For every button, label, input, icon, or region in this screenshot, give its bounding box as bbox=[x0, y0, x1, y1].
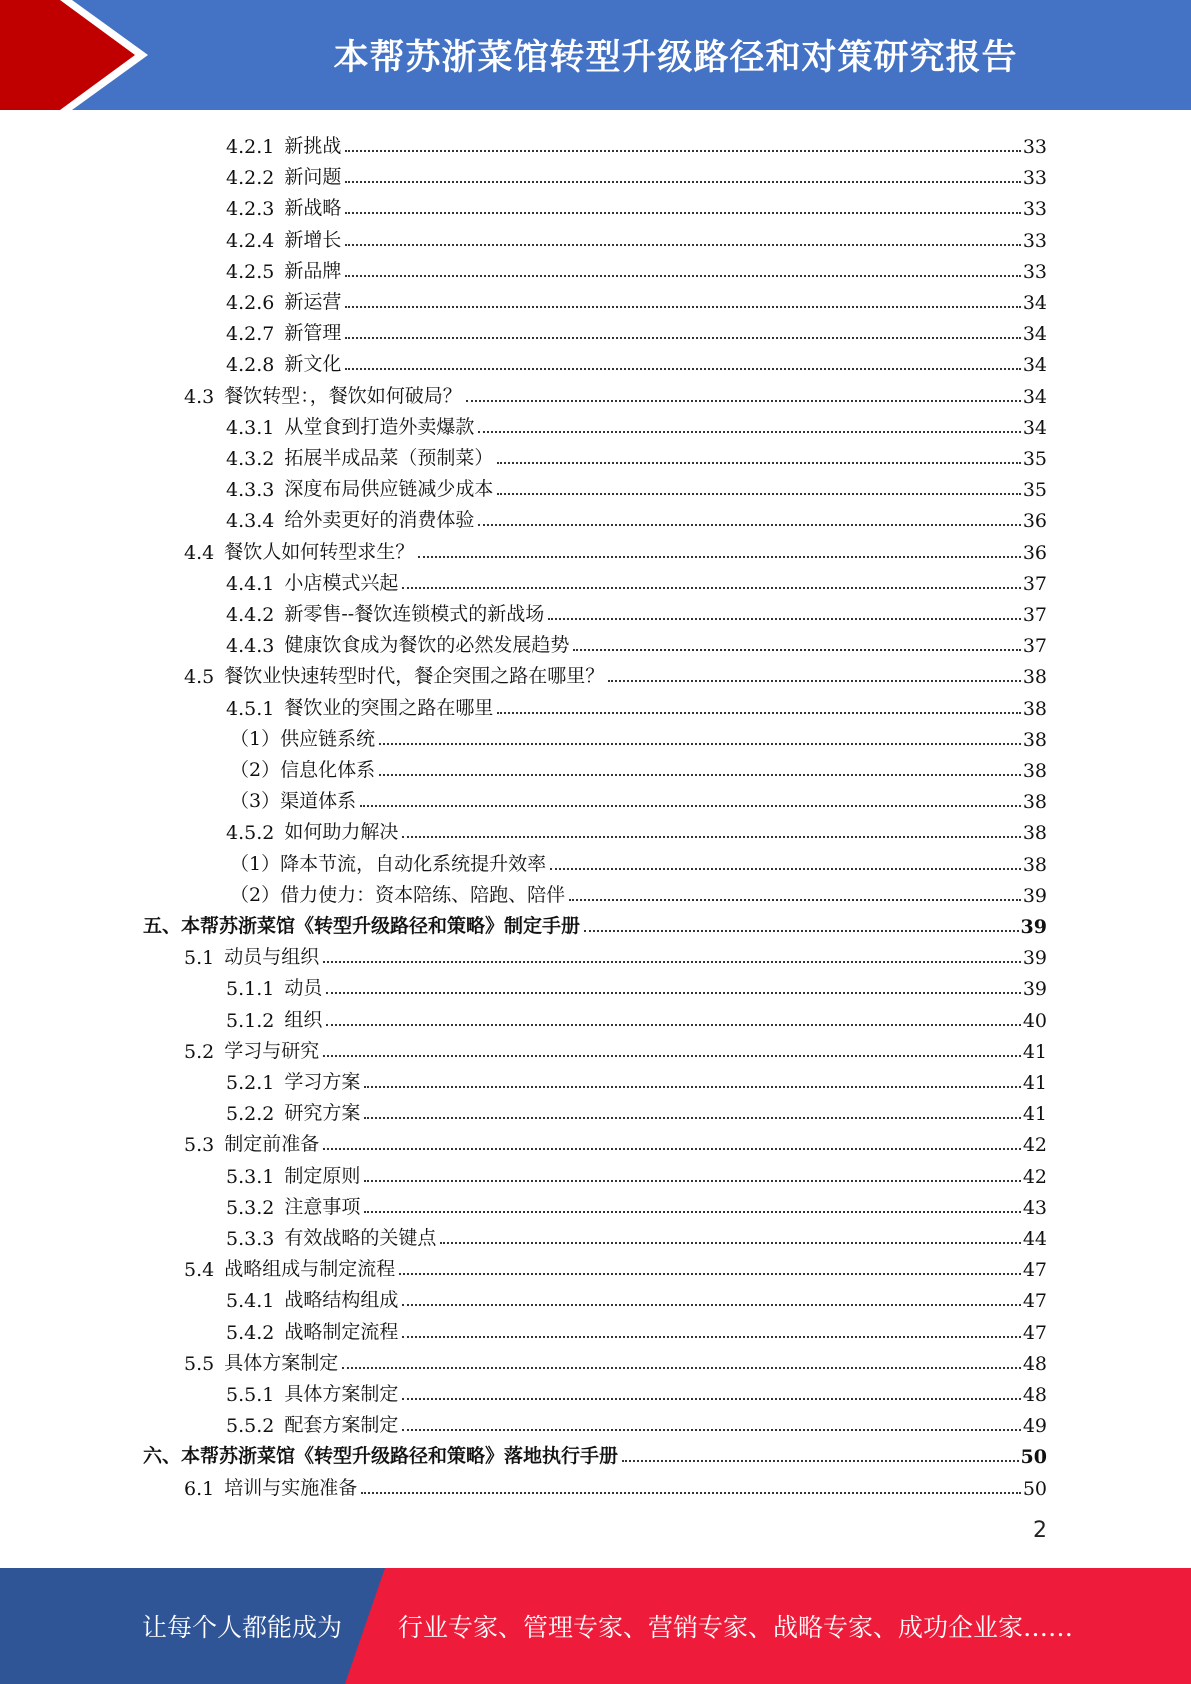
toc-entry-number: 4.2.7 bbox=[226, 323, 275, 346]
toc-entry-page: 37 bbox=[1022, 572, 1047, 595]
toc-entry[interactable] bbox=[230, 720, 1047, 751]
toc-leader-dots bbox=[440, 1241, 1020, 1244]
toc-leader-dots bbox=[364, 1085, 1020, 1088]
toc-entry-label: 学习方案 bbox=[284, 1071, 361, 1093]
toc-entry-page: 34 bbox=[1022, 416, 1047, 439]
toc-entry-number: 5.1.2 bbox=[226, 1009, 275, 1032]
toc-entry-number: 4.3 bbox=[184, 385, 215, 408]
toc-entry-page: 50 bbox=[1022, 1477, 1047, 1500]
toc-leader-dots bbox=[342, 1366, 1021, 1369]
toc-entry-number: 6.1 bbox=[184, 1477, 215, 1500]
toc-entry-number: 4.2.4 bbox=[226, 229, 275, 252]
toc-entry[interactable] bbox=[226, 189, 1047, 220]
toc-entry-label: 新文化 bbox=[284, 353, 342, 376]
toc-entry-number: 5.2.1 bbox=[226, 1072, 275, 1094]
toc-entry-page: 38 bbox=[1022, 760, 1047, 782]
toc-leader-dots bbox=[345, 149, 1020, 152]
footer-slogan-right: 行业专家、管理专家、营销专家、战略专家、成功企业家…… bbox=[398, 1613, 1074, 1642]
toc-entry-label: 拓展半成品菜（预制菜） bbox=[284, 447, 494, 469]
toc-entry-number: 4.3.2 bbox=[226, 448, 275, 470]
toc-entry-number: 5.5 bbox=[184, 1352, 215, 1375]
toc-entry-page: 38 bbox=[1022, 697, 1047, 720]
toc-entry[interactable] bbox=[226, 1375, 1047, 1406]
toc-entry-label: 小店模式兴起 bbox=[284, 571, 399, 594]
toc-leader-dots bbox=[323, 960, 1021, 963]
toc-leader-dots bbox=[402, 586, 1020, 589]
toc-leader-dots bbox=[326, 991, 1020, 994]
toc-entry-number: 5.3.1 bbox=[226, 1165, 275, 1188]
toc-leader-dots bbox=[478, 430, 1020, 433]
toc-entry-label: 注意事项 bbox=[284, 1195, 361, 1218]
toc-entry-label: 组织 bbox=[284, 1008, 323, 1031]
toc-entry-number: 5.4.2 bbox=[226, 1321, 275, 1344]
toc-entry[interactable] bbox=[226, 1063, 1047, 1094]
toc-entry-number: 4.5.1 bbox=[226, 697, 275, 720]
page-number: 2 bbox=[1033, 1518, 1047, 1543]
toc-entry[interactable] bbox=[226, 1406, 1047, 1437]
toc-entry-label: 新问题 bbox=[284, 166, 342, 189]
toc-leader-dots bbox=[497, 492, 1020, 495]
toc-entry-label: 学习与研究 bbox=[224, 1039, 320, 1062]
toc-leader-dots bbox=[402, 1303, 1020, 1306]
toc-leader-dots bbox=[379, 773, 1021, 776]
toc-leader-dots bbox=[361, 1491, 1021, 1494]
toc-leader-dots bbox=[466, 399, 1021, 402]
toc-entry-page: 41 bbox=[1022, 1040, 1047, 1063]
toc-entry-page: 38 bbox=[1022, 666, 1047, 689]
toc-entry-label: 餐饮转型：，餐饮如何破局？ bbox=[224, 384, 462, 407]
toc-entry-page: 39 bbox=[1022, 978, 1047, 1001]
toc-leader-dots bbox=[345, 180, 1020, 183]
toc-entry-page: 36 bbox=[1022, 510, 1047, 533]
toc-leader-dots bbox=[622, 1459, 1019, 1462]
toc-entry-label: 从堂食到打造外卖爆款 bbox=[284, 415, 475, 438]
toc-leader-dots bbox=[497, 461, 1020, 464]
toc-leader-dots bbox=[323, 1054, 1021, 1057]
toc-entry[interactable] bbox=[226, 564, 1047, 595]
toc-leader-dots bbox=[569, 898, 1021, 901]
toc-entry-number: 4.2.2 bbox=[226, 167, 275, 190]
toc-entry-number: 5.4.1 bbox=[226, 1290, 275, 1313]
toc-entry-label: 培训与实施准备 bbox=[224, 1476, 358, 1499]
toc-entry-label: 给外卖更好的消费体验 bbox=[284, 509, 475, 532]
toc-entry[interactable] bbox=[184, 657, 1047, 688]
toc-entry-label: （1）供应链系统 bbox=[230, 727, 376, 750]
toc-leader-dots bbox=[345, 305, 1020, 308]
toc-entry[interactable] bbox=[226, 158, 1047, 189]
toc-entry-number: 5.3.2 bbox=[226, 1196, 275, 1219]
toc-entry-label: 餐饮业快速转型时代，餐企突围之路在哪里？ bbox=[224, 665, 605, 688]
toc-entry[interactable] bbox=[226, 408, 1047, 439]
toc-entry-label: 研究方案 bbox=[284, 1102, 361, 1125]
toc-entry-page: 47 bbox=[1022, 1259, 1047, 1282]
toc-entry-number: 4.3.3 bbox=[226, 479, 275, 502]
toc-entry[interactable] bbox=[184, 1032, 1047, 1063]
toc-entry-page: 41 bbox=[1022, 1103, 1047, 1126]
toc-entry-label: 健康饮食成为餐饮的必然发展趋势 bbox=[284, 634, 570, 657]
toc-entry-label: （1）降本节流，自动化系统提升效率 bbox=[230, 852, 547, 875]
toc-leader-dots bbox=[364, 1179, 1020, 1182]
toc-entry[interactable] bbox=[184, 1125, 1047, 1156]
toc-leader-dots bbox=[402, 1335, 1020, 1338]
toc-entry[interactable] bbox=[226, 314, 1047, 345]
page-header bbox=[0, 0, 1191, 110]
toc-leader-dots bbox=[323, 1147, 1021, 1150]
toc-leader-dots bbox=[399, 1272, 1021, 1275]
toc-entry[interactable] bbox=[226, 345, 1047, 376]
toc-entry-number: 4.4 bbox=[184, 541, 215, 564]
toc-entry[interactable] bbox=[226, 1001, 1047, 1032]
toc-entry-number: 4.3.4 bbox=[226, 510, 275, 533]
toc-entry-page: 42 bbox=[1022, 1165, 1047, 1188]
toc-leader-dots bbox=[550, 867, 1021, 870]
footer-slogan-left: 让每个人都能成为 bbox=[142, 1613, 343, 1642]
toc-entry-number: 4.2.3 bbox=[226, 198, 275, 221]
toc-entry[interactable] bbox=[226, 969, 1047, 1000]
toc-entry-number: 5.3 bbox=[184, 1134, 215, 1157]
toc-entry[interactable] bbox=[230, 845, 1047, 876]
toc-entry-label: 动员 bbox=[284, 977, 323, 1000]
toc-entry-page: 41 bbox=[1022, 1072, 1047, 1094]
toc-entry[interactable] bbox=[226, 813, 1047, 844]
toc-entry[interactable] bbox=[226, 1219, 1047, 1250]
toc-entry-label: 新零售--餐饮连锁模式的新战场 bbox=[284, 603, 545, 625]
toc-entry-number: 5.4 bbox=[184, 1259, 215, 1282]
toc-entry-label: 制定原则 bbox=[284, 1164, 361, 1187]
header-arrow-decoration bbox=[0, 0, 160, 110]
toc-entry-page: 37 bbox=[1022, 604, 1047, 626]
toc-entry-label: 战略结构组成 bbox=[284, 1289, 399, 1312]
toc-entry-label: 五、本帮苏浙菜馆《转型升级路径和策略》制定手册 bbox=[143, 915, 581, 937]
toc-entry[interactable] bbox=[226, 1157, 1047, 1188]
toc-leader-dots bbox=[364, 1210, 1020, 1213]
toc-entry-label: （2）信息化体系 bbox=[230, 759, 376, 781]
toc-entry-label: 如何助力解决 bbox=[284, 821, 399, 844]
toc-leader-dots bbox=[497, 711, 1020, 714]
toc-entry-label: 新管理 bbox=[284, 322, 342, 345]
toc-entry-number: 4.2.8 bbox=[226, 354, 275, 377]
toc-leader-dots bbox=[345, 367, 1020, 370]
toc-entry-label: 新战略 bbox=[284, 197, 342, 220]
toc-entry[interactable] bbox=[230, 876, 1047, 907]
toc-entry-label: 动员与组织 bbox=[224, 946, 320, 969]
toc-entry-label: 新增长 bbox=[284, 228, 342, 251]
toc-entry-number: 4.5 bbox=[184, 666, 215, 689]
toc-entry-number: 4.2.5 bbox=[226, 260, 275, 283]
toc-entry-page: 39 bbox=[1020, 916, 1047, 938]
toc-entry[interactable] bbox=[230, 782, 1047, 813]
toc-entry[interactable] bbox=[226, 221, 1047, 252]
toc-entry-number: 4.2.1 bbox=[226, 136, 275, 158]
toc-leader-dots bbox=[326, 1023, 1020, 1026]
toc-entry-page: 33 bbox=[1022, 260, 1047, 283]
toc-entry-label: 餐饮人如何转型求生？ bbox=[224, 540, 415, 563]
toc-entry-label: 配套方案制定 bbox=[284, 1414, 399, 1437]
toc-entry[interactable] bbox=[184, 533, 1047, 564]
toc-entry-page: 34 bbox=[1022, 354, 1047, 377]
toc-entry-page: 49 bbox=[1022, 1415, 1047, 1438]
toc-entry-page: 47 bbox=[1022, 1290, 1047, 1313]
toc-entry-page: 33 bbox=[1022, 198, 1047, 221]
toc-entry[interactable] bbox=[226, 689, 1047, 720]
toc-entry-number: 5.5.2 bbox=[226, 1415, 275, 1438]
toc-entry-number: 4.5.2 bbox=[226, 822, 275, 845]
toc-entry-number: 4.2.6 bbox=[226, 292, 275, 314]
toc-entry[interactable] bbox=[184, 1250, 1047, 1281]
toc-entry-page: 38 bbox=[1022, 853, 1047, 876]
toc-entry[interactable] bbox=[226, 1094, 1047, 1125]
toc-leader-dots bbox=[345, 274, 1020, 277]
toc-leader-dots bbox=[379, 742, 1021, 745]
toc-entry-number: 5.3.3 bbox=[226, 1228, 275, 1250]
toc-entry[interactable] bbox=[226, 127, 1047, 158]
toc-leader-dots bbox=[573, 648, 1020, 651]
toc-entry[interactable] bbox=[230, 751, 1047, 782]
toc-entry-label: （2）借力使力：资本陪练、陪跑、陪伴 bbox=[230, 883, 566, 906]
toc-entry-number: 5.2.2 bbox=[226, 1103, 275, 1126]
toc-entry-number: 5.1 bbox=[184, 947, 215, 970]
toc-leader-dots bbox=[345, 243, 1020, 246]
toc-entry-page: 33 bbox=[1022, 167, 1047, 190]
toc-entry-number: 4.3.1 bbox=[226, 416, 275, 439]
toc-entry-number: 4.4.3 bbox=[226, 635, 275, 658]
toc-entry-page: 39 bbox=[1022, 947, 1047, 970]
toc-entry-page: 36 bbox=[1022, 541, 1047, 564]
document-title: 本帮苏浙菜馆转型升级路径和对策研究报告 bbox=[333, 38, 1018, 78]
toc-entry-label: 新品牌 bbox=[284, 259, 342, 282]
toc-entry[interactable] bbox=[226, 470, 1047, 501]
toc-entry-number: 5.1.1 bbox=[226, 978, 275, 1001]
toc-entry-label: 六、本帮苏浙菜馆《转型升级路径和策略》落地执行手册 bbox=[143, 1445, 619, 1468]
toc-entry[interactable] bbox=[184, 377, 1047, 408]
toc-entry[interactable] bbox=[184, 1344, 1047, 1375]
toc-entry-page: 42 bbox=[1022, 1134, 1047, 1157]
toc-entry[interactable] bbox=[226, 626, 1047, 657]
toc-leader-dots bbox=[364, 1116, 1020, 1119]
toc-entry[interactable] bbox=[143, 1437, 1047, 1468]
toc-entry-label: 餐饮业的突围之路在哪里 bbox=[284, 696, 494, 719]
toc-entry[interactable] bbox=[226, 283, 1047, 314]
toc-entry-number: 5.5.1 bbox=[226, 1384, 275, 1406]
toc-entry[interactable] bbox=[226, 1281, 1047, 1312]
toc-entry-page: 33 bbox=[1022, 136, 1047, 158]
toc-entry-number: 4.4.2 bbox=[226, 604, 275, 626]
toc-entry-label: 战略制定流程 bbox=[284, 1320, 399, 1343]
toc-entry-page: 39 bbox=[1022, 884, 1047, 907]
toc-entry-label: 具体方案制定 bbox=[224, 1351, 339, 1374]
toc-leader-dots bbox=[345, 211, 1020, 214]
toc-leader-dots bbox=[478, 523, 1020, 526]
toc-entry[interactable] bbox=[143, 907, 1047, 938]
toc-entry-page: 38 bbox=[1022, 728, 1047, 751]
toc-leader-dots bbox=[584, 929, 1019, 932]
toc-entry[interactable] bbox=[226, 1313, 1047, 1344]
toc-entry-page: 34 bbox=[1022, 323, 1047, 346]
toc-entry-label: 战略组成与制定流程 bbox=[224, 1258, 396, 1281]
toc-entry-page: 40 bbox=[1022, 1009, 1047, 1032]
toc-leader-dots bbox=[360, 804, 1021, 807]
toc-leader-dots bbox=[608, 679, 1021, 682]
toc-entry-page: 38 bbox=[1022, 822, 1047, 845]
toc-leader-dots bbox=[548, 617, 1021, 620]
toc-entry[interactable] bbox=[226, 1188, 1047, 1219]
toc-entry-page: 34 bbox=[1022, 385, 1047, 408]
toc-entry[interactable] bbox=[226, 595, 1047, 626]
toc-leader-dots bbox=[418, 555, 1021, 558]
toc-entry-page: 48 bbox=[1022, 1352, 1047, 1375]
toc-leader-dots bbox=[402, 835, 1020, 838]
toc-entry-label: 新挑战 bbox=[284, 135, 342, 157]
toc-entry-page: 35 bbox=[1022, 479, 1047, 502]
toc-entry-page: 43 bbox=[1022, 1196, 1047, 1219]
toc-entry-label: 新运营 bbox=[284, 291, 342, 313]
toc-entry[interactable] bbox=[184, 938, 1047, 969]
toc-entry-page: 47 bbox=[1022, 1321, 1047, 1344]
page-footer bbox=[0, 1568, 1191, 1684]
toc-entry[interactable] bbox=[226, 439, 1047, 470]
toc-entry-page: 33 bbox=[1022, 229, 1047, 252]
toc-entry-page: 44 bbox=[1022, 1228, 1047, 1250]
toc-leader-dots bbox=[402, 1397, 1020, 1400]
toc-entry-number: 4.4.1 bbox=[226, 572, 275, 595]
toc-entry[interactable] bbox=[226, 252, 1047, 283]
toc-entry-label: 具体方案制定 bbox=[284, 1383, 399, 1405]
toc-entry-label: 深度布局供应链减少成本 bbox=[284, 478, 494, 501]
toc-leader-dots bbox=[402, 1428, 1020, 1431]
toc-entry-page: 35 bbox=[1022, 448, 1047, 470]
toc-entry-page: 34 bbox=[1022, 292, 1047, 314]
toc-entry-page: 38 bbox=[1022, 791, 1047, 814]
toc-entry[interactable] bbox=[226, 501, 1047, 532]
toc-entry-page: 48 bbox=[1022, 1384, 1047, 1406]
toc-entry-page: 50 bbox=[1020, 1446, 1047, 1469]
toc-leader-dots bbox=[345, 336, 1020, 339]
toc-entry-label: （3）渠道体系 bbox=[230, 790, 357, 813]
toc-entry-label: 有效战略的关键点 bbox=[284, 1227, 437, 1249]
toc-entry-page: 37 bbox=[1022, 635, 1047, 658]
toc-entry[interactable] bbox=[184, 1469, 1047, 1500]
toc-entry-number: 5.2 bbox=[184, 1040, 215, 1063]
toc-entry-label: 制定前准备 bbox=[224, 1133, 320, 1156]
